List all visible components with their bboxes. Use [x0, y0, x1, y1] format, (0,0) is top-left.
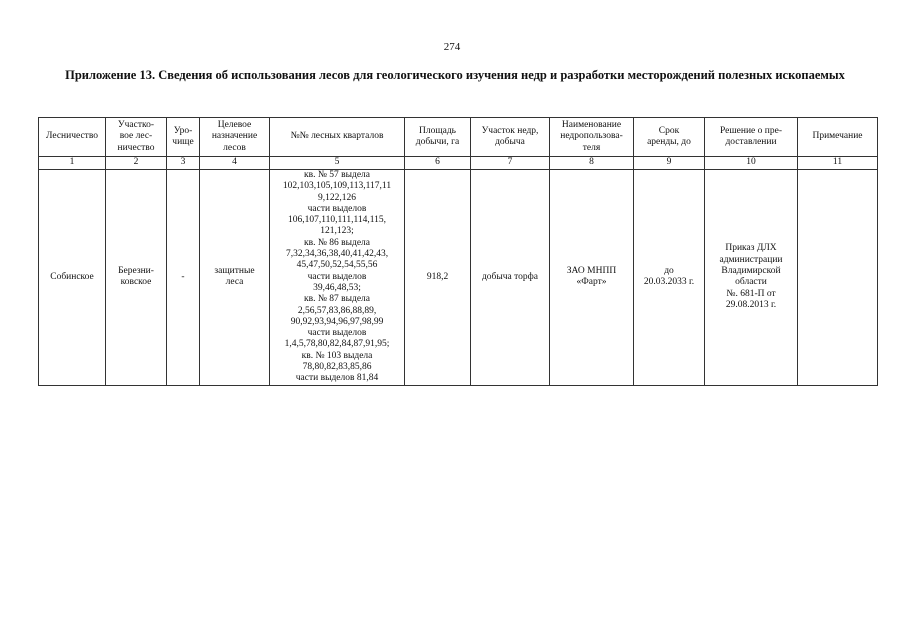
cell-line: леса — [225, 277, 244, 288]
column-header-3 — [167, 118, 200, 157]
cell-line: до — [664, 266, 674, 277]
page-number: 274 — [443, 41, 461, 53]
cell-line: Приказ ДЛХ — [725, 243, 777, 254]
cell-line: 9,122,126 — [318, 192, 356, 203]
cell-line: 90,92,93,94,96,97,98,99 — [290, 316, 384, 327]
cell-line: ЗАО МНПП — [566, 266, 617, 277]
cell-line: кв. № 103 выдела — [301, 350, 373, 361]
column-number-11: 11 — [798, 157, 878, 170]
cell-line: доставлении — [725, 137, 777, 147]
cell-line: области — [735, 277, 767, 288]
column-header-1 — [39, 118, 106, 157]
cell-line: Лесничество — [46, 131, 98, 142]
column-header-4 — [200, 118, 270, 157]
cell-line: Наименование — [561, 120, 622, 131]
column-number-6: 6 — [405, 157, 471, 170]
column-number-9: 9 — [634, 157, 705, 170]
column-number-7: 7 — [471, 157, 550, 170]
cell-line: 102,103,105,109,113,117,11 — [282, 181, 392, 192]
cell-line: Примечание — [812, 131, 863, 142]
cell-line: 29.08.2013 г. — [725, 299, 777, 310]
cell-line: части выделов — [307, 328, 367, 339]
cell-line: 121,123; — [320, 226, 354, 237]
cell-line: №№ лесных кварталов — [290, 131, 384, 142]
column-number-4: 4 — [200, 157, 270, 170]
cell-line: кв. № 57 выдела — [303, 170, 371, 180]
cell-line: 1,4,5,78,80,82,84,87,91,95; — [284, 339, 390, 350]
cell-line: №. 681-П от — [726, 288, 776, 299]
column-number-8: 8 — [550, 157, 634, 170]
cell-area — [405, 170, 471, 386]
cell-line: аренды, до — [647, 137, 691, 147]
column-number-5: 5 — [270, 157, 405, 170]
cell-line: части выделов — [307, 203, 367, 214]
cell-decision — [705, 170, 798, 386]
cell-note — [798, 170, 878, 386]
cell-line: 78,80,82,83,85,86 — [302, 362, 372, 373]
cell-line: 39,46,48,53; — [313, 282, 361, 293]
page-title: Приложение 13. Сведения об использования лесов для геологического изучения недр и разработки месторождений полезных ископаемых — [65, 68, 845, 82]
cell-line: недропользова- — [560, 131, 623, 142]
cell-line: части выделов — [307, 271, 367, 282]
cell-line: части выделов 81,84 — [295, 373, 379, 384]
cell-tract — [167, 170, 200, 386]
cell-line: ничество — [117, 142, 155, 153]
cell-line: кв. № 87 выдела — [303, 294, 371, 305]
cell-lease-term — [634, 170, 705, 386]
cell-line: назначение — [211, 131, 258, 142]
cell-line: ковское — [120, 277, 152, 288]
column-number-10: 10 — [705, 157, 798, 170]
forest-use-table — [38, 117, 878, 386]
cell-line: 106,107,110,111,114,115, — [288, 215, 386, 226]
column-header-6 — [405, 118, 471, 157]
cell-line: 7,32,34,36,38,40,41,42,43, — [285, 249, 389, 260]
cell-line: администрации — [719, 254, 783, 265]
cell-line: Участок недр, — [481, 125, 539, 136]
cell-line: Собинское — [50, 271, 94, 282]
cell-line: Целевое — [217, 120, 252, 131]
cell-subsoil-user — [550, 170, 634, 386]
table-row — [39, 170, 878, 386]
column-header-2 — [106, 118, 167, 157]
column-header-10 — [705, 118, 798, 157]
cell-forestry — [39, 170, 106, 386]
cell-line: Решение о пре- — [719, 125, 782, 136]
cell-line: добыча — [495, 137, 525, 147]
column-header-11 — [798, 118, 878, 157]
cell-line: Владимирской — [721, 266, 781, 277]
column-number-3: 3 — [167, 157, 200, 170]
column-number-1: 1 — [39, 157, 106, 170]
cell-line: вое лес- — [119, 131, 153, 142]
cell-line: Площадь — [418, 125, 457, 136]
cell-line: 2,56,57,83,86,88,89, — [297, 305, 377, 316]
cell-line: добыча торфа — [481, 271, 539, 282]
cell-quarters — [270, 170, 405, 386]
cell-line: Участко- — [117, 120, 155, 131]
cell-district-forestry — [106, 170, 167, 386]
cell-line: добычи, га — [415, 137, 460, 147]
cell-line: теля — [582, 142, 601, 153]
cell-line: 20.03.2033 г. — [643, 277, 695, 288]
cell-line: - — [181, 271, 185, 282]
cell-line: чище — [172, 137, 194, 147]
cell-line: кв. № 86 выдела — [303, 237, 371, 248]
column-number-row — [39, 157, 878, 170]
cell-purpose — [200, 170, 270, 386]
column-header-8 — [550, 118, 634, 157]
cell-line: Березни- — [118, 266, 154, 277]
cell-line: Срок — [658, 125, 680, 136]
column-number-2: 2 — [106, 157, 167, 170]
cell-line: «Фарт» — [576, 277, 607, 288]
cell-line: лесов — [223, 142, 246, 153]
cell-subsoil-site — [471, 170, 550, 386]
cell-line: 45,47,50,52,54,55,56 — [296, 260, 378, 271]
column-header-9 — [634, 118, 705, 157]
column-header-7 — [471, 118, 550, 157]
cell-line: защитные — [214, 266, 255, 277]
cell-line: Уро- — [173, 125, 193, 136]
table-header-row — [39, 118, 878, 157]
cell-line: 918,2 — [426, 271, 449, 282]
column-header-5 — [270, 118, 405, 157]
